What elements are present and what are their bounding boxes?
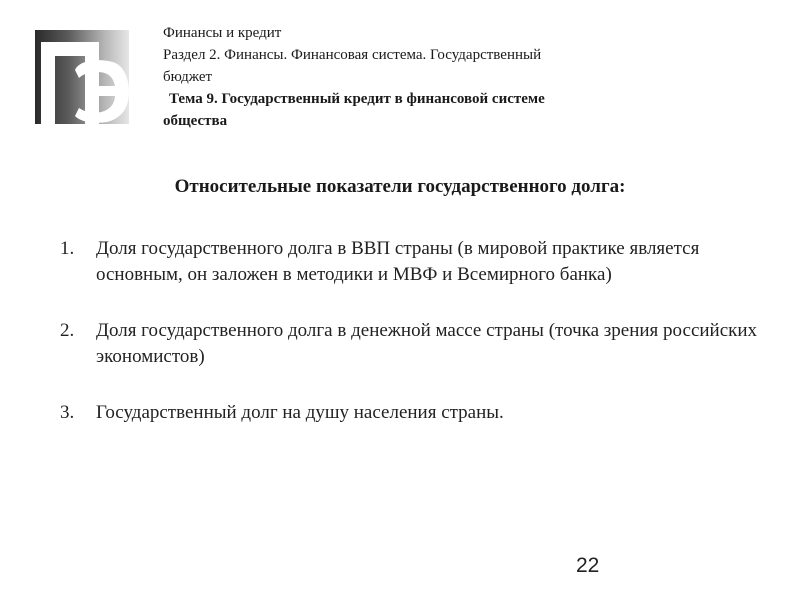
list-item-text: Государственный долг на душу населения страны. — [96, 402, 504, 423]
slide-header — [163, 22, 723, 132]
pe-logo-graphic — [35, 30, 129, 124]
list-item-text: Доля государственного долга в денежной массе страны (точка зрения российских экономистов) — [96, 320, 758, 367]
list-item — [60, 236, 760, 288]
list-item — [60, 318, 760, 370]
slide-heading: Относительные показатели государственного долга: — [174, 176, 626, 197]
list-item-number: 3. — [60, 402, 75, 423]
topic-title-line2: общества — [163, 113, 228, 129]
pe-logo-icon — [35, 30, 129, 124]
indicator-list — [60, 236, 760, 426]
topic-title-line1: Тема 9. Государственный кредит в финансовой системе — [169, 91, 545, 107]
course-title: Финансы и кредит — [163, 25, 282, 41]
page-number: 22 — [576, 554, 600, 577]
section-title-line1: Раздел 2. Финансы. Финансовая система. Государственный — [163, 47, 542, 63]
section-title-line2: бюджет — [163, 69, 213, 85]
list-item — [60, 400, 760, 426]
list-item-text: Доля государственного долга в ВВП страны (в мировой практике является основным, он заложен в методики и МВФ и Всемирного банка) — [96, 238, 700, 285]
list-item-number: 2. — [60, 320, 75, 341]
list-item-number: 1. — [60, 238, 75, 259]
